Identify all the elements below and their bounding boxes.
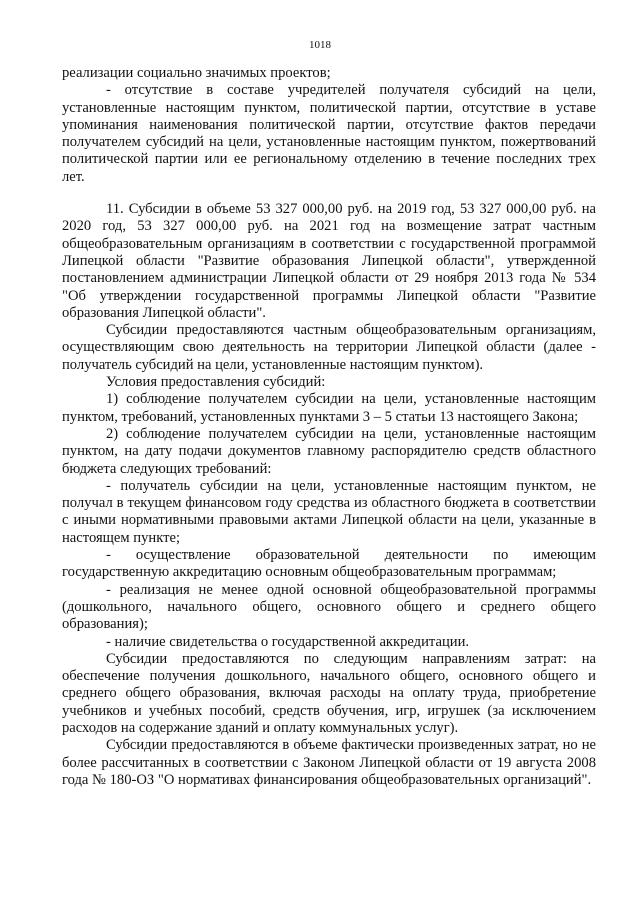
paragraph-requirement-program: - реализация не менее одной основной общеобразовательной программы (дошкольного, начального общего, основного общего и среднего общего образования); bbox=[62, 581, 596, 633]
paragraph-requirement-accreditation-activity: - осуществление образовательной деятельности по имеющим государственную аккредитацию основным общеобразовательным программам; bbox=[62, 547, 596, 581]
paragraph-condition-2: 2) соблюдение получателем субсидии на цели, установленные настоящим пунктом, на дату подачи документов главному распорядителю средств областного бюджета следующих требований: bbox=[62, 425, 596, 477]
paragraph-requirement-no-funds: - получатель субсидии на цели, установленные настоящим пунктом, не получал в текущем финансовом году средства из областного бюджета в соответствии с иными нормативными правовыми актами Липецкой области на цели, указанные в настоящем пункте; bbox=[62, 477, 596, 546]
document-body bbox=[62, 65, 596, 789]
paragraph-subsidy-volume: Субсидии предоставляются в объеме фактически произведенных затрат, но не более рассчитанных в соответствии с Законом Липецкой области от 19 августа 2008 года № 180-ОЗ "О нормативах финансирования общеобразовательных организаций". bbox=[62, 737, 596, 788]
paragraph-conditions-heading: Условия предоставления субсидий: bbox=[106, 374, 326, 391]
paragraph-continuation: реализации социально значимых проектов; bbox=[62, 65, 331, 81]
paragraph-condition-1: 1) соблюдение получателем субсидии на цели, установленные настоящим пунктом, требований, установленных пунктами 3 – 5 статьи 13 настоящего Закона; bbox=[62, 391, 596, 425]
page-number: 1018 bbox=[309, 39, 331, 51]
paragraph-party-condition: - отсутствие в составе учредителей получателя субсидий на цели, установленные настоящим пунктом, политической партии, отсутствие в уставе упоминания наименования политической партии, отсутствие фактов передачи получателем субсидий на цели, установленные настоящим пунктом, пожертвований политической партии или ее региональному отделению в течение последних трех лет. bbox=[62, 82, 596, 185]
paragraph-recipients: Субсидии предоставляются частным общеобразовательным организациям, осуществляющим свою деятельность на территории Липецкой области (далее - получатель субсидий на цели, установленные настоящим пунктом). bbox=[62, 322, 596, 373]
paragraph-cost-directions: Субсидии предоставляются по следующим направлениям затрат: на обеспечение получения дошкольного, начального общего, основного общего и среднего общего образования, включая расходы на оплату труда, приобретение учебников и учебных пособий, средств обучения, игр, игрушек (за исключением расходов на содержание зданий и оплату коммунальных услуг). bbox=[62, 650, 596, 736]
paragraph-item-11: 11. Субсидии в объеме 53 327 000,00 руб. на 2019 год, 53 327 000,00 руб. на 2020 год, 53 327 000,00 руб. на 2021 год на возмещение затрат частным общеобразовательным организациям в соответствии с государственной программой Липецкой области "Развитие образования Липецкой области", утвержденной постановлением администрации Липецкой области от 29 ноября 2013 года № 534 "Об утверждении государственной программы Липецкой области "Развитие образования Липецкой области". bbox=[62, 201, 596, 321]
paragraph-requirement-certificate: - наличие свидетельства о государственной аккредитации. bbox=[106, 633, 470, 650]
